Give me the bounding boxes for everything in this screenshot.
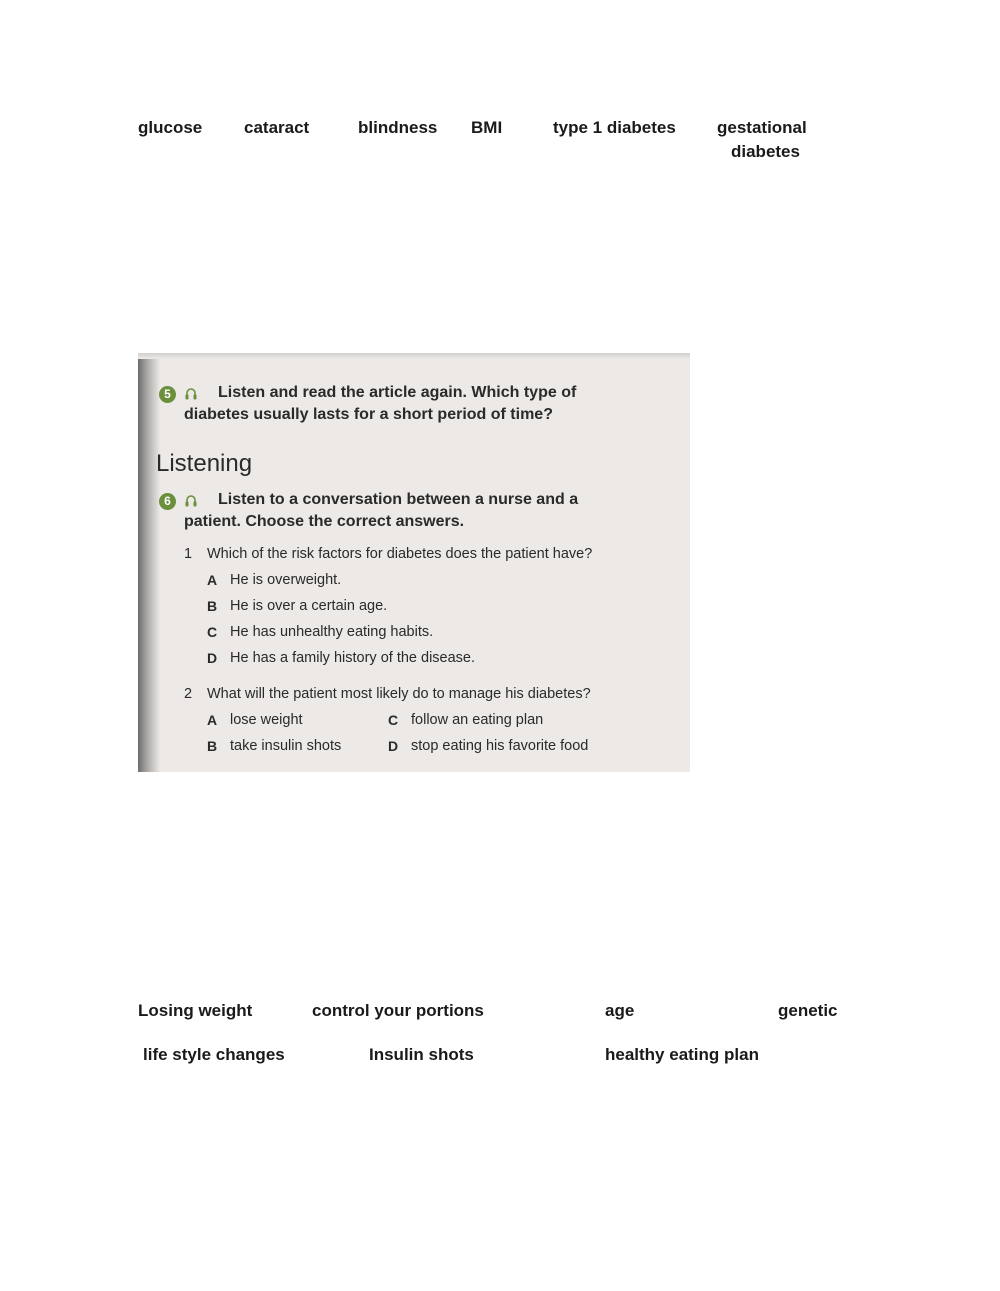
exercise-5-badge: 5	[159, 386, 176, 403]
exercise-6-line1: Listen to a conversation between a nurse and a	[218, 491, 579, 508]
section-title-listening: Listening	[156, 450, 253, 477]
q2-option-b[interactable]: take insulin shots	[230, 738, 342, 754]
q2-option-c[interactable]: follow an eating plan	[411, 712, 544, 728]
word-glucose[interactable]: glucose	[138, 118, 203, 137]
question-2-text: What will the patient most likely do to manage his diabetes?	[207, 686, 591, 702]
q1-option-c[interactable]: He has unhealthy eating habits.	[230, 624, 434, 640]
word-life-style-changes[interactable]: life style changes	[143, 1045, 285, 1064]
q2-option-b-letter: B	[207, 738, 218, 754]
exercise-5-line1: Listen and read the article again. Which type of	[218, 384, 577, 401]
word-type-1-diabetes[interactable]: type 1 diabetes	[553, 118, 676, 137]
word-healthy-eating-plan[interactable]: healthy eating plan	[605, 1045, 759, 1064]
word-losing-weight[interactable]: Losing weight	[138, 1001, 253, 1020]
word-cataract[interactable]: cataract	[244, 118, 310, 137]
word-gestational-diabetes-line2[interactable]: diabetes	[731, 142, 800, 161]
q2-option-a[interactable]: lose weight	[230, 712, 303, 728]
question-1-number: 1	[184, 546, 193, 562]
page-binding-shadow	[138, 353, 160, 772]
headphones-icon	[185, 494, 197, 508]
word-blindness[interactable]: blindness	[358, 118, 438, 137]
q1-option-b[interactable]: He is over a certain age.	[230, 598, 388, 614]
q2-option-a-letter: A	[207, 712, 218, 728]
q2-option-d[interactable]: stop eating his favorite food	[411, 738, 589, 754]
word-genetic[interactable]: genetic	[778, 1001, 838, 1020]
page-top-shadow	[138, 353, 690, 359]
question-1-text: Which of the risk factors for diabetes does the patient have?	[207, 546, 593, 562]
textbook-scan-image	[138, 353, 690, 772]
headphones-icon	[185, 387, 197, 401]
word-insulin-shots[interactable]: Insulin shots	[369, 1045, 474, 1064]
q2-option-c-letter: C	[388, 712, 399, 728]
exercise-6-badge: 6	[159, 493, 176, 510]
question-2-number: 2	[184, 686, 193, 702]
q1-option-b-letter: B	[207, 598, 218, 614]
q2-option-d-letter: D	[388, 738, 399, 754]
word-age[interactable]: age	[605, 1001, 635, 1020]
q1-option-d-letter: D	[207, 650, 218, 666]
q1-option-d[interactable]: He has a family history of the disease.	[230, 650, 476, 666]
q1-option-a-letter: A	[207, 572, 218, 588]
q1-option-a[interactable]: He is overweight.	[230, 572, 342, 588]
word-control-your-portions[interactable]: control your portions	[312, 1001, 484, 1020]
word-bmi[interactable]: BMI	[471, 118, 503, 137]
q1-option-c-letter: C	[207, 624, 218, 640]
exercise-6-line2: patient. Choose the correct answers.	[184, 513, 465, 530]
word-gestational[interactable]: gestational	[717, 118, 807, 137]
exercise-5-line2: diabetes usually lasts for a short period of time?	[184, 406, 553, 423]
